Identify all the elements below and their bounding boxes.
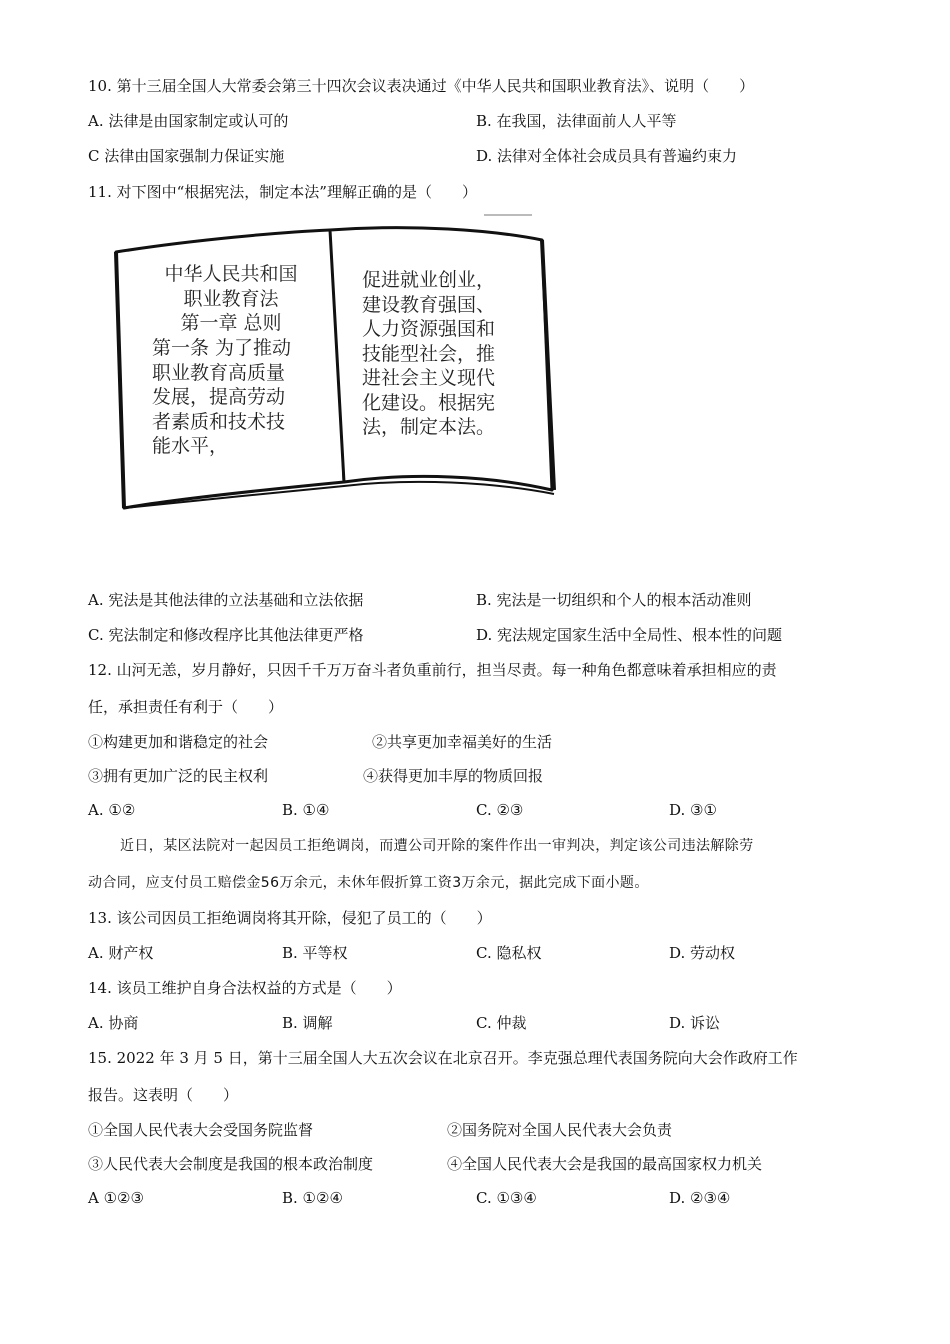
book-right-line: 法，制定本法。 (362, 416, 496, 438)
q11-option-b: B. 宪法是一切组织和个人的根本活动准则 (476, 591, 752, 609)
book-law-name: 中华人民共和国 (164, 263, 298, 285)
book-left-line: 发展，提高劳动 (152, 386, 286, 408)
book-right-line: 化建设。根据宪 (362, 391, 496, 414)
q12-option-a: A. ①② (88, 801, 136, 819)
q12-stem-line2: 任，承担责任有利于（ ） (88, 698, 284, 716)
book-chapter-title: 第一章 总则 (180, 312, 282, 334)
q15-option-a: A ①②③ (88, 1189, 144, 1207)
book-law-name-2: 职业教育法 (183, 287, 279, 310)
q15-option-d: D. ②③④ (669, 1189, 731, 1207)
q15-option-b: B. ①②④ (282, 1189, 343, 1207)
q10-stem: 10. 第十三届全国人大常委会第三十四次会议表决通过《中华人民共和国职业教育法》、说明（ ） (88, 77, 755, 95)
q14-option-c: C. 仲裁 (476, 1014, 527, 1032)
q14-stem: 14. 该员工维护自身合法权益的方式是（ ） (88, 979, 402, 997)
q12-option-d: D. ③① (669, 801, 717, 819)
q13-option-b: B. 平等权 (282, 944, 348, 962)
q15-item-2: ②国务院对全国人民代表大会负责 (447, 1121, 673, 1139)
q15-item-3: ③人民代表大会制度是我国的根本政治制度 (88, 1155, 374, 1173)
book-left-line: 能水平， (152, 435, 229, 457)
q15-item-4: ④全国人民代表大会是我国的最高国家权力机关 (447, 1155, 763, 1173)
q13-option-d: D. 劳动权 (669, 944, 736, 962)
book-right-line: 进社会主义现代 (362, 367, 496, 389)
q13-option-a: A. 财产权 (88, 944, 154, 962)
q12-item-1: ①构建更加和谐稳定的社会 (88, 733, 269, 751)
q14-option-b: B. 调解 (282, 1014, 333, 1032)
q14-option-d: D. 诉讼 (669, 1014, 721, 1032)
q11-stem: 11. 对下图中“根据宪法，制定本法”理解正确的是（ ） (88, 183, 477, 201)
q14-option-a: A. 协商 (88, 1014, 139, 1032)
book-right-line: 人力资源强国和 (362, 318, 496, 340)
q15-item-1: ①全国人民代表大会受国务院监督 (88, 1121, 314, 1139)
q11-option-c: C. 宪法制定和修改程序比其他法律更严格 (88, 626, 364, 644)
q15-stem-line1: 15. 2022 年 3 月 5 日，第十三届全国人大五次会议在北京召开。李克强总理代表国务院向大会作政府工作 (88, 1049, 798, 1067)
book-left-line: 职业教育高质量 (152, 361, 286, 384)
material-line1: 近日，某区法院对一起因员工拒绝调岗，而遭公司开除的案件作出一审判决，判定该公司违法解除劳 (120, 838, 754, 854)
q10-option-c: C 法律由国家强制力保证实施 (88, 147, 285, 165)
q12-option-b: B. ①④ (282, 801, 330, 819)
material-line2: 动合同，应支付员工赔偿金56万余元，未休年假折算工资3万余元，据此完成下面小题。 (88, 875, 649, 891)
q10-option-d: D. 法律对全体社会成员具有普遍约束力 (476, 147, 738, 165)
book-right-line: 促进就业创业， (362, 269, 496, 291)
q12-option-c: C. ②③ (476, 801, 524, 819)
q12-item-2: ②共享更加幸福美好的生活 (372, 733, 553, 751)
book-left-line: 者素质和技术技 (152, 410, 286, 433)
book-right-line: 技能型社会，推 (362, 342, 496, 365)
q12-stem-line1: 12. 山河无恙，岁月静好，只因千千万万奋斗者负重前行，担当尽责。每一种角色都意味着承担相应的责 (88, 661, 777, 679)
book-right-line: 建设教育强国、 (362, 293, 496, 316)
q12-item-3: ③拥有更加广泛的民主权利 (88, 767, 269, 785)
law-book-illustration (112, 210, 562, 515)
q10-option-a: A. 法律是由国家制定或认可的 (88, 112, 289, 130)
q10-option-b: B. 在我国，法律面前人人平等 (476, 112, 677, 130)
q12-item-4: ④获得更加丰厚的物质回报 (363, 767, 544, 785)
q11-option-d: D. 宪法规定国家生活中全局性、根本性的问题 (476, 626, 783, 644)
book-left-line: 第一条 为了推动 (152, 337, 292, 359)
q15-stem-line2: 报告。这表明（ ） (88, 1086, 239, 1104)
q13-stem: 13. 该公司因员工拒绝调岗将其开除，侵犯了员工的（ ） (88, 909, 492, 927)
q13-option-c: C. 隐私权 (476, 944, 542, 962)
q11-option-a: A. 宪法是其他法律的立法基础和立法依据 (88, 591, 364, 609)
q15-option-c: C. ①③④ (476, 1189, 537, 1207)
